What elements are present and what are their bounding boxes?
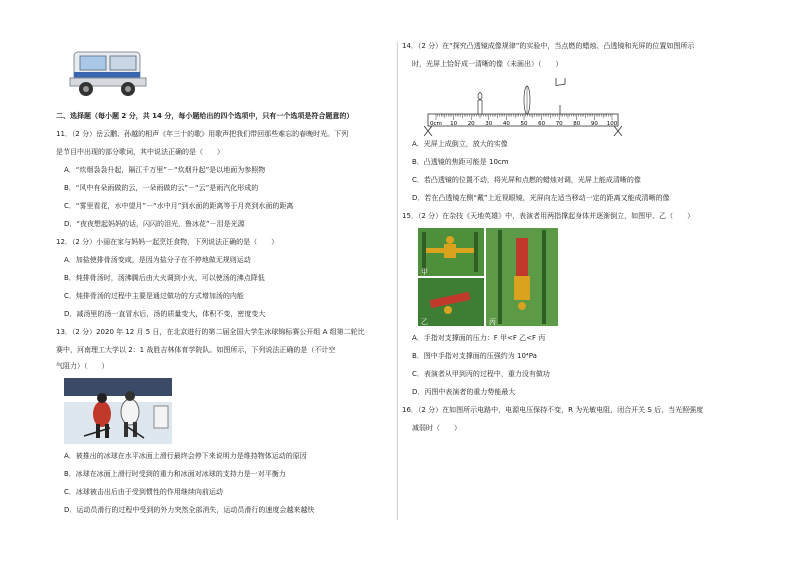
- q12-option-a: A．加盐使排骨汤变咸，是因为盐分子在不停地做无规则运动: [64, 256, 251, 264]
- electric-vehicle-image: [66, 44, 154, 102]
- q13-stem-line1: 13．（2 分）2020 年 12 月 5 日，在北京进行的第二届全国大学生冰球锦标赛公开组 A 组第二轮比: [56, 328, 365, 336]
- ice-hockey-image: [64, 378, 172, 444]
- ruler-label: 90: [590, 121, 598, 127]
- ruler-label: 20: [467, 121, 475, 127]
- q15-option-d: D．丙图中表演者的重力势能最大: [412, 388, 516, 396]
- ruler-label: 10: [450, 121, 458, 127]
- q13-stem-line2: 赛中，河南理工大学以 2：1 战胜吉林体育学院队。如图所示，下列说法正确的是（不计空: [56, 346, 336, 354]
- q15-stem: 15．（2 分）在杂技《天地英雄》中，表演者用两指撑起身体并逐渐倒立，如图甲、乙（ ）: [402, 212, 695, 220]
- ruler-label: 30: [485, 121, 493, 127]
- light-screen-icon: [556, 78, 565, 114]
- ruler-label: 70: [555, 121, 563, 127]
- label-yi: 乙: [421, 318, 428, 326]
- q12-option-b: B．炖排骨汤时，汤沸腾后由大火调到小火，可以使汤的沸点降低: [64, 274, 265, 282]
- q15-option-c: C．表演者从甲到丙的过程中，重力没有做功: [412, 370, 550, 378]
- q12-option-d: D．减汤里的汤一直冒水后，汤的质量变大，体积不变，密度变大: [64, 310, 266, 318]
- q16-stem-line1: 16．（2 分）在如图所示电路中，电源电压保持不变，R 为光敏电阻，闭合开关 S 后，当光照强度: [402, 406, 704, 414]
- q14-option-c: C．若凸透镜的位置不动，将光屏和点燃的蜡烛对调，光屏上能成清晰的像: [412, 176, 641, 184]
- q14-option-d: D．若在凸透镜左侧“戴”上近视眼镜，光屏向左适当移动一定的距离又能成清晰的像: [412, 194, 670, 202]
- q13-option-b: B．冰球在冰面上滑行时受到的重力和冰面对冰球的支持力是一对平衡力: [64, 470, 286, 478]
- q11-option-a: A．“炊烟袅袅升起，隔江千万里”－“炊烟升起”是以地面为参照物: [64, 166, 266, 174]
- q15-option-a: A．手指对支撑面的压力：F 甲<F 乙<F 丙: [412, 334, 546, 342]
- q11-option-c: C．“雾里看花，水中望月”－“水中月”到水面的距离等于月亮到水面的距离: [64, 202, 294, 210]
- q16-stem-line2: 减弱时（ ）: [412, 424, 461, 432]
- q14-option-b: B．凸透镜的焦距可能是 10cm: [412, 158, 509, 166]
- q11-stem-line1: 11．（2 分）岳云鹏、孙越的相声《年三十的歌》用歌声把我们带回那些难忘的春晚时光。下列: [56, 130, 349, 138]
- q14-stem-line1: 14．（2 分）在“探究凸透镜成像规律”的实验中，当点燃的蜡烛、凸透镜和光屏的位置如图所示: [402, 42, 695, 50]
- ruler-label: 40: [502, 121, 510, 127]
- q14-stem-line2: 时，光屏上恰好成一清晰的像（未画出）（ ）: [412, 60, 563, 68]
- q13-stem-line3: 气阻力）（ ）: [56, 362, 109, 370]
- q11-stem-line2: 是节目中出现的部分歌词，其中说法正确的是（ ）: [56, 148, 224, 156]
- q11-option-b: B．“风中有朵雨做的云，一朵雨做的云”－“云”是雨汽化形成的: [64, 184, 259, 192]
- q13-option-a: A．被推出的冰球在水平冰面上滑行最终会停下来说明力是维持物体运动的原因: [64, 452, 307, 460]
- section-title: 二、选择题（每小题 2 分，共 14 分，每小题给出的四个选项中，只有一个选项是符合题意的）: [56, 112, 354, 120]
- ruler-label: 60: [538, 121, 546, 127]
- q12-stem: 12．（2 分）小丽在家与妈妈一起烹饪食物，下列说法正确的是（ ）: [56, 238, 279, 246]
- q14-option-a: A．光屏上成倒立，放大的实像: [412, 140, 508, 148]
- label-bing: 丙: [489, 318, 496, 326]
- q11-option-d: D．“夜夜想起妈妈的话，闪闪的泪光，鲁冰花”－泪是光源: [64, 220, 245, 228]
- q12-option-c: C．炖排骨汤的过程中主要是通过做功的方式增加汤的内能: [64, 292, 244, 300]
- acrobat-images: [418, 228, 558, 326]
- ruler-label: 50: [520, 121, 528, 127]
- ruler-label: 100: [606, 121, 618, 127]
- q15-option-b: B．图中手指对支撑面的压强约为 10⁴Pa: [412, 352, 537, 360]
- label-jia: 甲: [421, 268, 428, 276]
- ruler-label: 0cm: [430, 121, 442, 127]
- optical-bench-diagram: [424, 78, 622, 136]
- candle-icon: [478, 93, 482, 115]
- column-divider: [397, 42, 398, 520]
- convex-lens-icon: [524, 86, 530, 114]
- ruler-label: 80: [573, 121, 581, 127]
- q13-option-d: D．运动员滑行的过程中受到的外力突然全部消失，运动员滑行的速度会越来越快: [64, 506, 315, 514]
- q13-option-c: C．冰球被击出后由于受到惯性的作用继续向前运动: [64, 488, 223, 496]
